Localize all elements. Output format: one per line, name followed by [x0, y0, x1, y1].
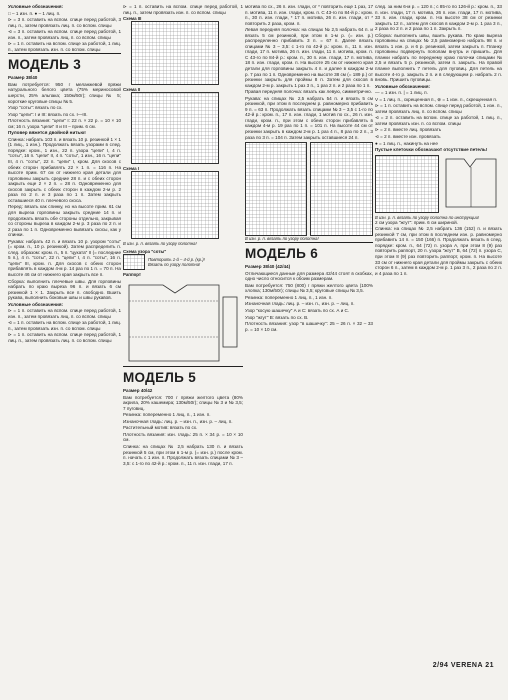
- size-label: Размер 38/40: [8, 75, 38, 81]
- sleeve-instructions: Рукава: набрать 42 п. и вязать 10 р. узором "соты" (= кром. п., 10 р. резинкой). Затем распределить п. след. образом: кром. п., 5 п. "цуката" II (= последние 5 п.), 4 п. "соты", 22 п. "цепи" I, 4 п. "соты", 16 п. "цепи" III, кром. п. Для скосов с обеих сторон прибавлять в каждом 4-м р. 14 раз по 1 п. = 70 п. На высоте 46 см от нижнего края закрыть все п.: [8, 238, 121, 277]
- legend-item: ● = 1 лиц. п., накинуть на нее: [375, 140, 438, 146]
- pattern-text: Узор "цепи": I и III: вязать по сх. I—III.: [8, 111, 88, 117]
- back-instructions: Спинка: набрать 103 п. и вязать 10 р. резинкой 1 × 1 (1 лиц., 1 изн.). Продолжать вязать узорами в след. порядке: кром., 1 изн., 22 п. узора "цепи" I, 4 п. "соты", 16 п. "цепи" II, 4 п. "соты", 1 изн., 16 п. "цепи" III, 4 п. "соты", 22 п. "цепи" I, кром. Для скосов с обеих сторон прибавлять 22 × 1 п. = 116 п. На высоте прим. 67 см от нижнего края детали для горловины закрыть средние 28 п. и с обеих сторон закрыть еще 2 × 2 п. = 28 п. Одновременно для скосов закрыть с обеих сторон в каждом 2-м р. 2 раза по 2 п. и 3 раза по 1 п. Затем закрыть оставшиеся 40 п. плечевого скоса.: [8, 136, 121, 203]
- legend-item: ⊳ = 1 п. оставить на вспом. спице перед работой, 1 лиц. п., затем провязать изн. п. со вспом. спицы: [123, 4, 243, 15]
- assembly-instructions: Сборка: выполнить плечевые швы. Для горловины набрать по краю выреза 96 п. и вязать 6 см резинкой 1 × 1. Закрыть все п. свободно. Вшить рукава, выполнить боковые швы и швы рукавов.: [8, 278, 121, 301]
- column-1: [8, 4, 121, 658]
- divider: [245, 242, 373, 243]
- knitting-chart-1: [131, 171, 219, 239]
- density-text: Плотность вязания: "цепи" I: 22 п. × 22 р. = 10 × 10 см; 16 п. узора "цепи" II и III – прим. 6 см.: [8, 118, 121, 129]
- instructions: мотива по сх., 26 п. изн. глади, от * повторить еще 1 раз, 17 п. мотива, 11 п. изн. глади, кром. п. С 43-го по 84-й р.: кром. п., 30 п. изн. глади, * 17 п. мотива, 26 п. изн. глади, от * повторить 2 раза, кром. п.: [245, 4, 373, 26]
- legend-item: ⊳ = 3 п. оставить на вспом. спице перед работой, 3 лиц. п., затем провязать лиц. п. со вспом. спицы: [8, 17, 121, 28]
- legend-item: ⊳ = 1 п. оставить на вспом. спице за работой, 1 лиц. п., затем провязать изн. п. со вспом. спицы: [8, 41, 121, 52]
- density-text: Плотность вязания: узор "в шашечку": 25 – 26 п. × 32 – 33 р. = 10 × 10 см.: [245, 321, 373, 332]
- divider: [8, 53, 121, 54]
- pattern-text: 2 см узора "жгут": прим. 6 см шириной.: [375, 219, 459, 225]
- chart-note: В изн. р. п. вязать по узору полотна по инструкции!: [375, 214, 480, 220]
- legend-item: — = 1 изн. п. | = 1 лиц. п.: [375, 90, 428, 96]
- chart-label: Раппорт: [123, 272, 142, 278]
- column-2: [123, 4, 243, 658]
- size-note: Отличающиеся данные для размера 42/44 стоят в скобках, одно число относится к обоим размерам.: [245, 270, 373, 282]
- chart-label: Схема узора "соты": [123, 249, 167, 255]
- chart-label: Схема I: [123, 166, 139, 172]
- left-front-instructions: Левая передняя полочка: на спицах № 2,5 набрать 64 п. и вязать 5 см резинкой, при этом в 1-м р. (= изн. р.) распределенно прибавить 3 п. = 67 п. Далее вязать спицами № 3 – 3,5: с 1-го по 42-й р.: кром. п., 11 п. изн. глади, 17 п. мотива, 26 п. изн. глади, 11 п. мотива, кром. п. С 43-го по 84-й р.: кром. п., 30 п. изн. глади, 17 п. мотива, 18 п. изн. глади, кром. п. На высоте 25 см от нижнего края детали для горловины закрыть 4 п. и далее в каждом 2-м р. 7 раз по 1 п. Одновременно на высоте 38 см (= 189 р.) от резинки закрыть для проймы 8 п. Затем для скосов в каждом 2-м р. закрыть 1 раз 3 п., 1 раз 2 п. и 2 раза по 1 п.: [245, 27, 373, 88]
- chart-label: Схема III: [123, 16, 142, 22]
- pattern-text: Узор "соты": вязать по сх.: [8, 105, 63, 111]
- legend-title: Условные обозначения:: [8, 301, 64, 307]
- legend-item: V = 1 лиц. п., скрещенная п., ⊗ = 1 изн. п., скрещенная п.: [375, 96, 498, 102]
- pattern-text: Резинка: попеременно 1 лиц. п., 1 изн. п.: [123, 412, 211, 418]
- leaf-motif-chart-2: [310, 142, 373, 236]
- knitting-chart-3: [131, 21, 219, 85]
- model-5-title: МОДЕЛЬ 5: [123, 370, 197, 386]
- pattern-text: Растительный мотив: вязать по сх.: [123, 425, 198, 431]
- legend-item: ⊳ = 1 п. оставить на вспом. спице перед работой, 1 лиц. п., затем провязать лиц. п. со вспом. спицы: [8, 332, 121, 343]
- legend-item: ⊲ = 3 п. оставить на вспом. спице перед работой, 1 изн. п., затем провязать лиц. п. со вспом. спицы: [8, 29, 121, 40]
- size-label: Размер 40/42: [123, 388, 153, 394]
- legend-item: ⊲ = 2 п. оставить на вспом. спице за работой, 1 лиц. п., затем провязать изн. п. со вспом. спицы: [375, 115, 502, 126]
- checker-chart-a: [375, 155, 439, 213]
- leaf-motif-chart-1: [245, 142, 307, 236]
- model-6-title: МОДЕЛЬ 6: [245, 246, 319, 262]
- legend-item: ⊳ = 1 п. оставить на вспом. спице перед работой, 1 изн. п., затем провязать лиц. п. со вспом. спицы: [375, 103, 502, 114]
- pattern-text: Изнаночная гладь: лиц. р. – изн. п., изн. р. – лиц. п.: [123, 418, 233, 424]
- divider: [123, 366, 243, 367]
- legend-item: ⊳ = 1 п. оставить на вспом. спице перед работой, 1 изн. п., затем провязать лиц. п. со вспом. спицы: [8, 308, 121, 319]
- model-3-title: МОДЕЛЬ 3: [8, 57, 82, 73]
- pattern-text: Узор "косую шашечку" А и С: вязать по сх. А и С.: [245, 307, 350, 313]
- sweater-schematic: [123, 277, 241, 365]
- assembly-instructions: Сборка: выполнить швы, вшить рукава. По краю выреза горловины на спицах № 2,5 равномерно набрать 98 п. и вязать 1 изн. р. и 6 р. резинкой, затем закрыть п. Планку горловины подвернуть пополам внутрь и пришить. Для планки набрать по переднему краю полочки спицами № 2,5 и вязать 5 р. резинкой, затем п. закрыть. На правой планке выполнить 7 петель для пуговиц. Для петель на высоте 4-го р. закрыть 2 п. и в следующем р. набрать 2 п. вновь. Пришить пуговицы.: [375, 32, 502, 83]
- back-instructions: Спинка: на спицах № 2,5 набрать 136 (152) п. и вязать резинкой 7 см, при этом в последнем изн. р. равномерно прибавить 14 п. = 150 (166) п. Продолжать вязать в след. порядке: кром. п., 64 (72) п. узора А, при этом 8 (9) раз повторить раппорт, 20 п. узора "жгут" В, 64 (72) п. узора С, при этом 8 (9) раз повторить раппорт, кром. п. На высоте 33 см от нижнего края детали для проймы закрыть с обеих сторон 6 п., затем в каждом 2-м р. 1 раз 3 п., 2 раза по 2 п. и 4 раза по 1 п.: [375, 226, 502, 276]
- legend-item: ⊳ = 2 п. вместе лиц. провязать: [375, 127, 442, 133]
- column-3: [245, 4, 373, 658]
- cardigan-schematic: [442, 155, 500, 211]
- chart-legend: Повторить 1-й – 4-й р. (кр.)!: [148, 257, 205, 263]
- chart-note: В изн. р. п. вязать по узору полотна!: [123, 241, 197, 247]
- legend-title: Условные обозначения:: [8, 4, 64, 9]
- honeycomb-chart: [123, 254, 145, 270]
- materials-text: Вам потребуется: 750 (800) г пряжи желтого цвета (100% хлопка; 130м/50г); спицы № 3,5; круговые спицы № 3,5.: [245, 282, 373, 294]
- column-4: [375, 4, 502, 658]
- legend-title: Условные обозначения:: [375, 83, 431, 89]
- right-front-instructions: Правая передняя полочка: вязать как левую, симметрично.: [245, 89, 372, 95]
- legend-item: ⊲ = 2 п. вместе изн. провязать: [375, 134, 441, 140]
- density-text: Плотность вязания: изн. гладь: 25 п. × 34 р. = 10 × 10 см.: [123, 431, 243, 443]
- size-label: Размер 38/40 (42/44): [245, 264, 291, 270]
- front-instructions: Перед: вязать как спинку, но на высоте прим. 61 см для выреза горловины закрыть средние 14 п. и продолжать вязать обе стороны отдельно, закрывая со стороны выреза в каждом 2-м р. 3 раза по 2 п. и 2 раза по 1 п. Одновременно вывязать скосы, как у спинки.: [8, 204, 121, 238]
- chart-label: Схема II: [123, 87, 141, 93]
- pattern-text: Узор "жгут" В: вязать по сх. В.: [245, 314, 309, 320]
- chart-note: В изн. р. п. вязать по узору полотна!: [245, 236, 319, 242]
- pattern-text: Изнаночная гладь: лиц. р. – изн. п., изн. р. – лиц. п.: [245, 301, 355, 307]
- page-number: 2/94 VERENA 21: [432, 662, 494, 669]
- sleeve-instructions: Рукава: на спицах № 2,5 набрать 54 п. и вязать 5 см резинкой, при этом в последнем р. равномерно прибавить 9 п. = 63 п. Продолжать вязать спицами № 3 – 3,5 с 1-го по 42-й р.: кром. п., 17 п. изн. глади, 1 мотив по сх., 26 п. изн. глади, кром. п., при этом с обеих сторон прибавлять в каждом 4-м р. 19 раз по 1 п. = 101 п. На высоте 44 см от резинки закрыть в каждом 2-м р. 1 раз 4 п., 8 раз по 2 п., 3 раза по 3 п. = 104 п. Затем закрыть оставшиеся 24 п.: [245, 95, 373, 140]
- chart-legend: Вязать по узору полотна!: [148, 262, 201, 268]
- back-instructions: Спинка: на спицах № 2,5 набрать 130 п. и вязать резинкой 5 см, при этом в 1-м р. (= изн. р.) после кром. п. начать с 1 изн. п. Продолжать вязать спицами № 3 – 3,5: с 1-го по 42-й р.: кром. п., 11 п. изн. глади, 17 п.: [123, 444, 243, 466]
- pattern-text: Резинка: попеременно 1 лиц. п., 1 изн. п.: [245, 294, 333, 300]
- knitting-chart-2: [131, 92, 219, 164]
- materials-text: Вам потребуется: 700 г пряжи желтого цвета (80% акрила, 20% кашемира; 130м/50г); спицы № 3 и № 3,5; 7 пуговиц.: [123, 394, 243, 411]
- legend-note: Пустые клеточки обозначают отсутствие петель!: [375, 147, 488, 153]
- legend-item: □ – 1 изн. п. ● – 1 лиц. п.: [8, 10, 61, 16]
- instructions: след. за ним 6-м р. = 120 п.; с 85-го по 126-й р.: кром. п., 33 п. изн. глади, 17 п. мотива, 26 п. изн. глади, 17 п. мотива, 33 п. изн. глади, кром. п. На высоте 38 см от резинки закрыть 12 п., затем для скосов в каждом 2-м р. 1 раз 3 п., 2 раза по 2 п. и 2 раза по 1 п. Закрыть п.: [375, 4, 502, 32]
- page-footer: [300, 660, 500, 700]
- legend-item: ⊲ = 1 п. оставить на вспом. спице за работой, 1 лиц. п., затем провязать изн. п. со вспом. спицы: [8, 320, 121, 331]
- instruction-note: Пуловер вяжется двойной нитью!: [8, 130, 86, 136]
- materials-text: Вам потребуется: 950 г меланжевой пряжи натурального белого цвета (75% мериносовой шерсти, 25% альпака; 150м/50г); спицы № 5; короткие круговые спицы № 5.: [8, 81, 121, 104]
